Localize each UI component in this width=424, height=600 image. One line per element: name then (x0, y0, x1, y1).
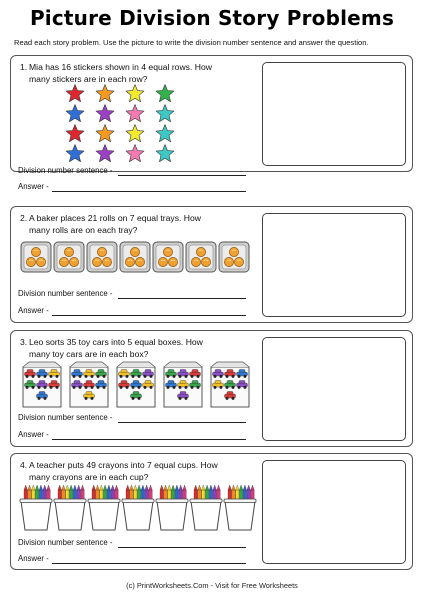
question-text (20, 62, 258, 85)
star-sticker (156, 125, 174, 142)
work-box[interactable] (262, 213, 406, 317)
question-line-2: many stickers are in each row? (29, 73, 148, 84)
star-sticker (66, 105, 84, 122)
question-number: 1. (20, 62, 28, 72)
sentence-label: Division number sentence - (18, 289, 113, 298)
star-sticker (66, 145, 84, 162)
roll-tray (219, 242, 249, 272)
question-line-2: many crayons are in each cup? (29, 471, 149, 482)
cup-body (191, 501, 221, 530)
question-number: 3. (20, 337, 28, 347)
bread-roll (59, 257, 68, 266)
crayon-cup (54, 485, 86, 530)
cup-body (89, 501, 119, 530)
page-title: Picture Division Story Problems (29, 6, 395, 30)
bread-roll (191, 257, 200, 266)
star-sticker (126, 105, 144, 122)
bread-roll (229, 247, 238, 256)
problem-card-3 (10, 330, 413, 447)
star-sticker (96, 125, 114, 142)
sentence-line[interactable] (118, 298, 246, 299)
work-box[interactable] (262, 460, 406, 564)
star-sticker (96, 85, 114, 102)
star-sticker (66, 125, 84, 142)
problem-card-4 (10, 453, 413, 570)
bread-roll (196, 247, 205, 256)
toy-box (117, 362, 155, 407)
question-line-1: A baker places 21 rolls on 7 equal trays. How (29, 213, 201, 223)
cup-body (21, 501, 51, 530)
sentence-line[interactable] (118, 175, 246, 176)
cup-body (55, 501, 85, 530)
question-line-1: A teacher puts 49 crayons into 7 equal cups. How (29, 460, 218, 470)
star-sticker (126, 85, 144, 102)
problem-card-1 (10, 55, 413, 172)
question-text (20, 213, 258, 236)
work-box[interactable] (262, 337, 406, 441)
crayon-cup (20, 485, 52, 530)
bread-roll (163, 247, 172, 256)
crayon-cup (224, 485, 256, 530)
footer-credit: (c) PrintWorksheets.Com - Visit for Free Worksheets (126, 581, 298, 590)
star-sticker (156, 105, 174, 122)
star-sticker (156, 85, 174, 102)
bread-roll (224, 257, 233, 266)
car-boxes-picture (21, 361, 255, 409)
bread-roll (92, 257, 101, 266)
bread-roll (135, 257, 144, 266)
question-number: 2. (20, 213, 28, 223)
roll-tray (54, 242, 84, 272)
question-line-2: many toy cars are in each box? (29, 348, 149, 359)
bread-roll (97, 247, 106, 256)
bread-roll (102, 257, 111, 266)
sentence-line[interactable] (118, 547, 246, 548)
question-number: 4. (20, 460, 28, 470)
bread-roll (234, 257, 243, 266)
bread-roll (125, 257, 134, 266)
roll-tray (186, 242, 216, 272)
answer-line[interactable] (52, 563, 246, 564)
sentence-line[interactable] (118, 422, 246, 423)
star-sticker (96, 145, 114, 162)
crayon-cup (122, 485, 154, 530)
bread-roll (130, 247, 139, 256)
bread-roll (168, 257, 177, 266)
cup-body (225, 501, 255, 530)
crayon-cups-picture (17, 484, 257, 532)
question-text (20, 460, 258, 483)
question-line-1: Mia has 16 stickers shown in 4 equal rows. How (29, 62, 212, 72)
question-text (20, 337, 258, 360)
answer-label: Answer - (18, 306, 49, 315)
answer-label: Answer - (18, 554, 49, 563)
bread-roll (201, 257, 210, 266)
sentence-label: Division number sentence - (18, 166, 113, 175)
cup-body (123, 501, 153, 530)
answer-label: Answer - (18, 182, 49, 191)
star-sticker (156, 145, 174, 162)
toy-box (211, 362, 249, 407)
toy-box (23, 362, 61, 407)
toy-box (164, 362, 202, 407)
answer-line[interactable] (52, 191, 246, 192)
bread-roll (31, 247, 40, 256)
bread-roll (26, 257, 35, 266)
crayon-cup (190, 485, 222, 530)
roll-tray (120, 242, 150, 272)
answer-line[interactable] (52, 439, 246, 440)
crayon-cup (156, 485, 188, 530)
sentence-label: Division number sentence - (18, 538, 113, 547)
star-sticker (66, 85, 84, 102)
problem-card-2 (10, 206, 413, 323)
roll-tray (87, 242, 117, 272)
toy-box (70, 362, 108, 407)
star-sticker (96, 105, 114, 122)
answer-label: Answer - (18, 430, 49, 439)
work-box[interactable] (262, 62, 406, 166)
answer-line[interactable] (52, 315, 246, 316)
bread-roll (158, 257, 167, 266)
bread-roll (69, 257, 78, 266)
question-line-2: many rolls are on each tray? (29, 224, 138, 235)
roll-tray (21, 242, 51, 272)
bread-roll (64, 247, 73, 256)
star-stickers-picture (61, 84, 191, 164)
question-line-1: Leo sorts 35 toy cars into 5 equal boxes. How (29, 337, 203, 347)
bread-roll (36, 257, 45, 266)
cup-body (157, 501, 187, 530)
sentence-label: Division number sentence - (18, 413, 113, 422)
crayon-cup (88, 485, 120, 530)
star-sticker (126, 145, 144, 162)
roll-trays-picture (17, 241, 257, 275)
instructions: Read each story problem. Use the picture to write the division number sentence and answer the question. (14, 38, 369, 47)
star-sticker (126, 125, 144, 142)
roll-tray (153, 242, 183, 272)
